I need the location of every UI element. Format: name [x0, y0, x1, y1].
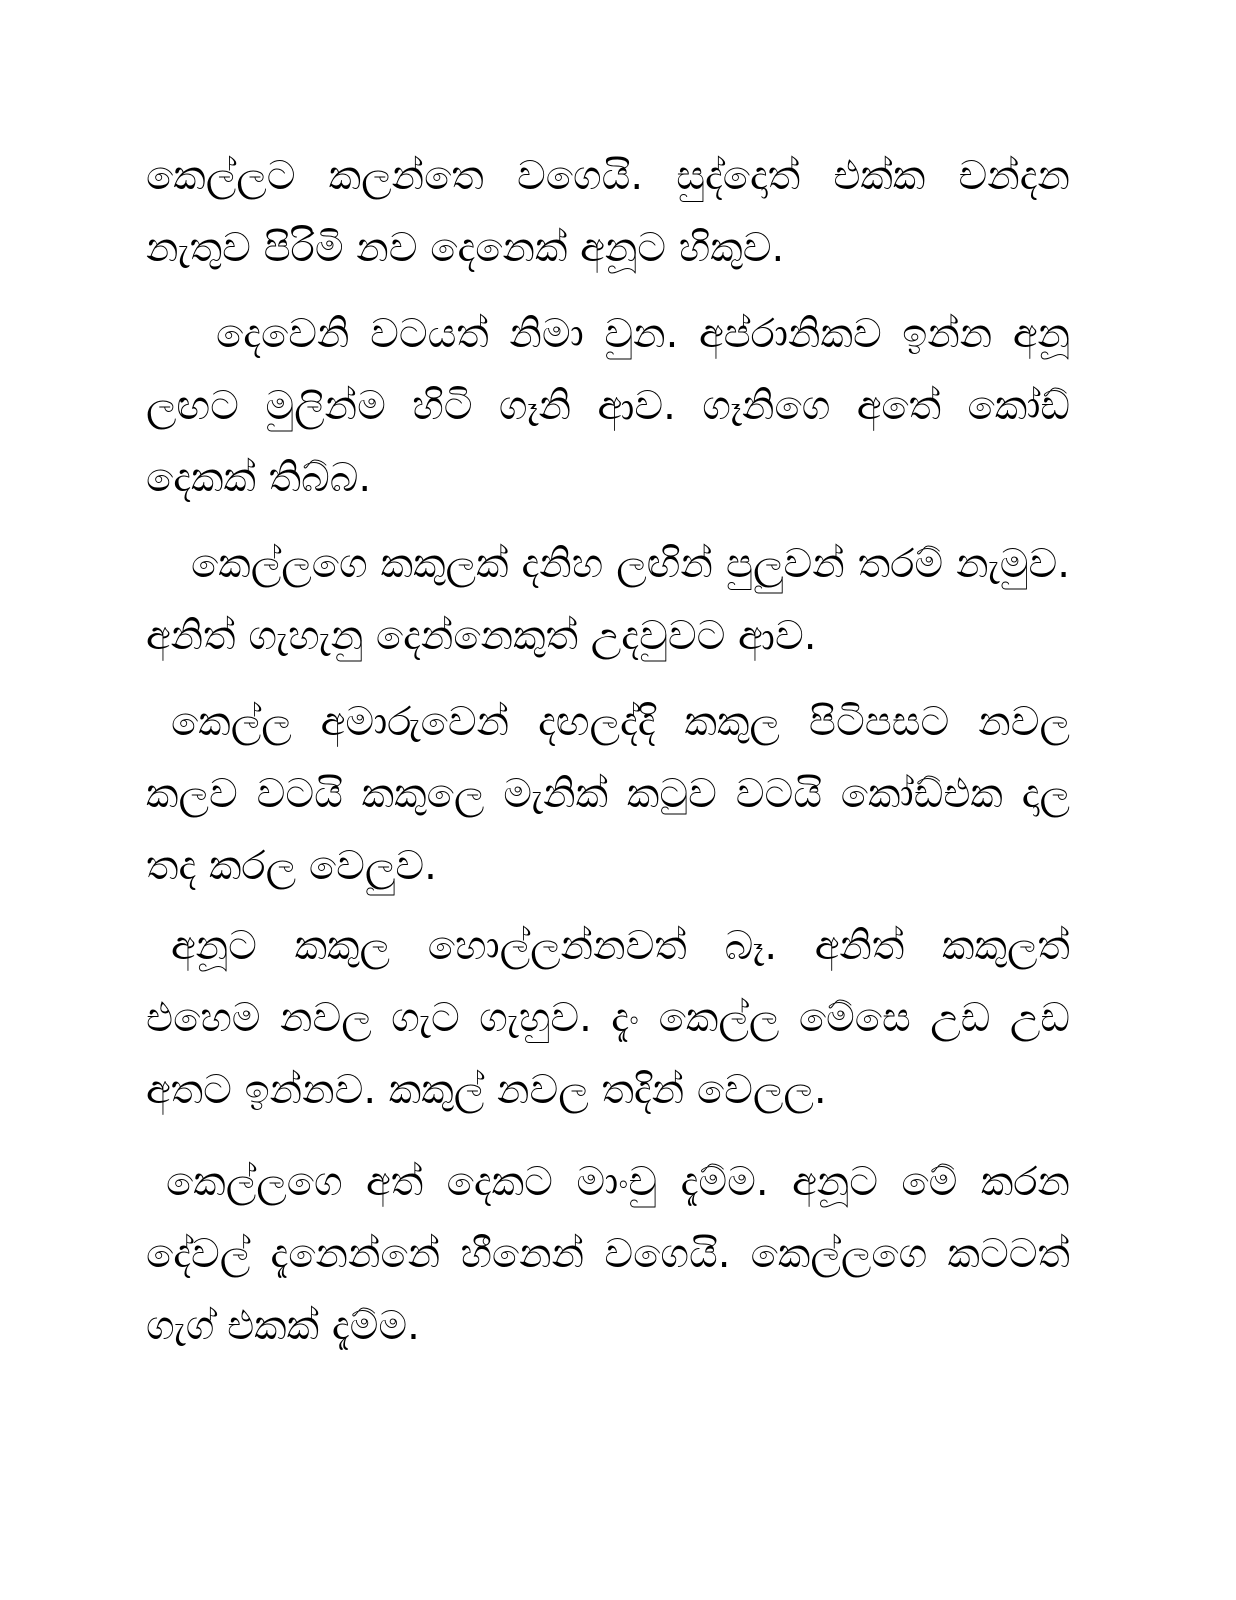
paragraph-5: අනූට කකුල හොල්ලන්නවත් බෑ. අනිත් කකුලත් එහෙම නවල ගැට ගැහුව. දැං කෙල්ල මේසෙ උඩ උඩ අතට ඉන්නව. කකුල් නවල තදින් වෙලල.	[146, 923, 1070, 1113]
paragraph-4: කෙල්ල අමාරුවෙන් දඟලද්දි කකුල පිටිපසට නවල කලව වටයි කකුලෙ මැනික් කටුව වටයි කෝඩ්එක දාල තද කරල වෙලුව.	[146, 699, 1070, 889]
body-text	[146, 140, 1070, 1382]
paragraph-6: කෙල්ලගෙ අත් දෙකට මාංචු දැම්ම. අනූට මේ කරන දේවල් දැනෙන්නේ හීනෙන් වගෙයි. කෙල්ලගෙ කටටත් ගැග් එකක් දැම්ම.	[146, 1159, 1070, 1349]
paragraph-1: කෙල්ලට කලන්තෙ වගෙයි. සුද්දොත් එක්ක චන්දන නැතුව පිරිමි නව දෙනෙක් අනූට හිකුව.	[146, 153, 1070, 271]
paragraph-2: දෙවෙනි වටයත් නිමා වුන. අප්රානිකව ඉන්න අනූ ලඟට මුලින්ම හිටි ගෑනි ආව. ගෑනිගෙ අතේ කෝඩ් දෙකක් තිබ්බ.	[146, 311, 1070, 501]
paragraph-3: කෙල්ලගෙ කකුලක් දනිහ ලඟින් පුලුවන් තරම් නැමුව. අනිත් ගැහැනු දෙන්නෙකුත් උදවුවට ආව.	[146, 541, 1070, 659]
